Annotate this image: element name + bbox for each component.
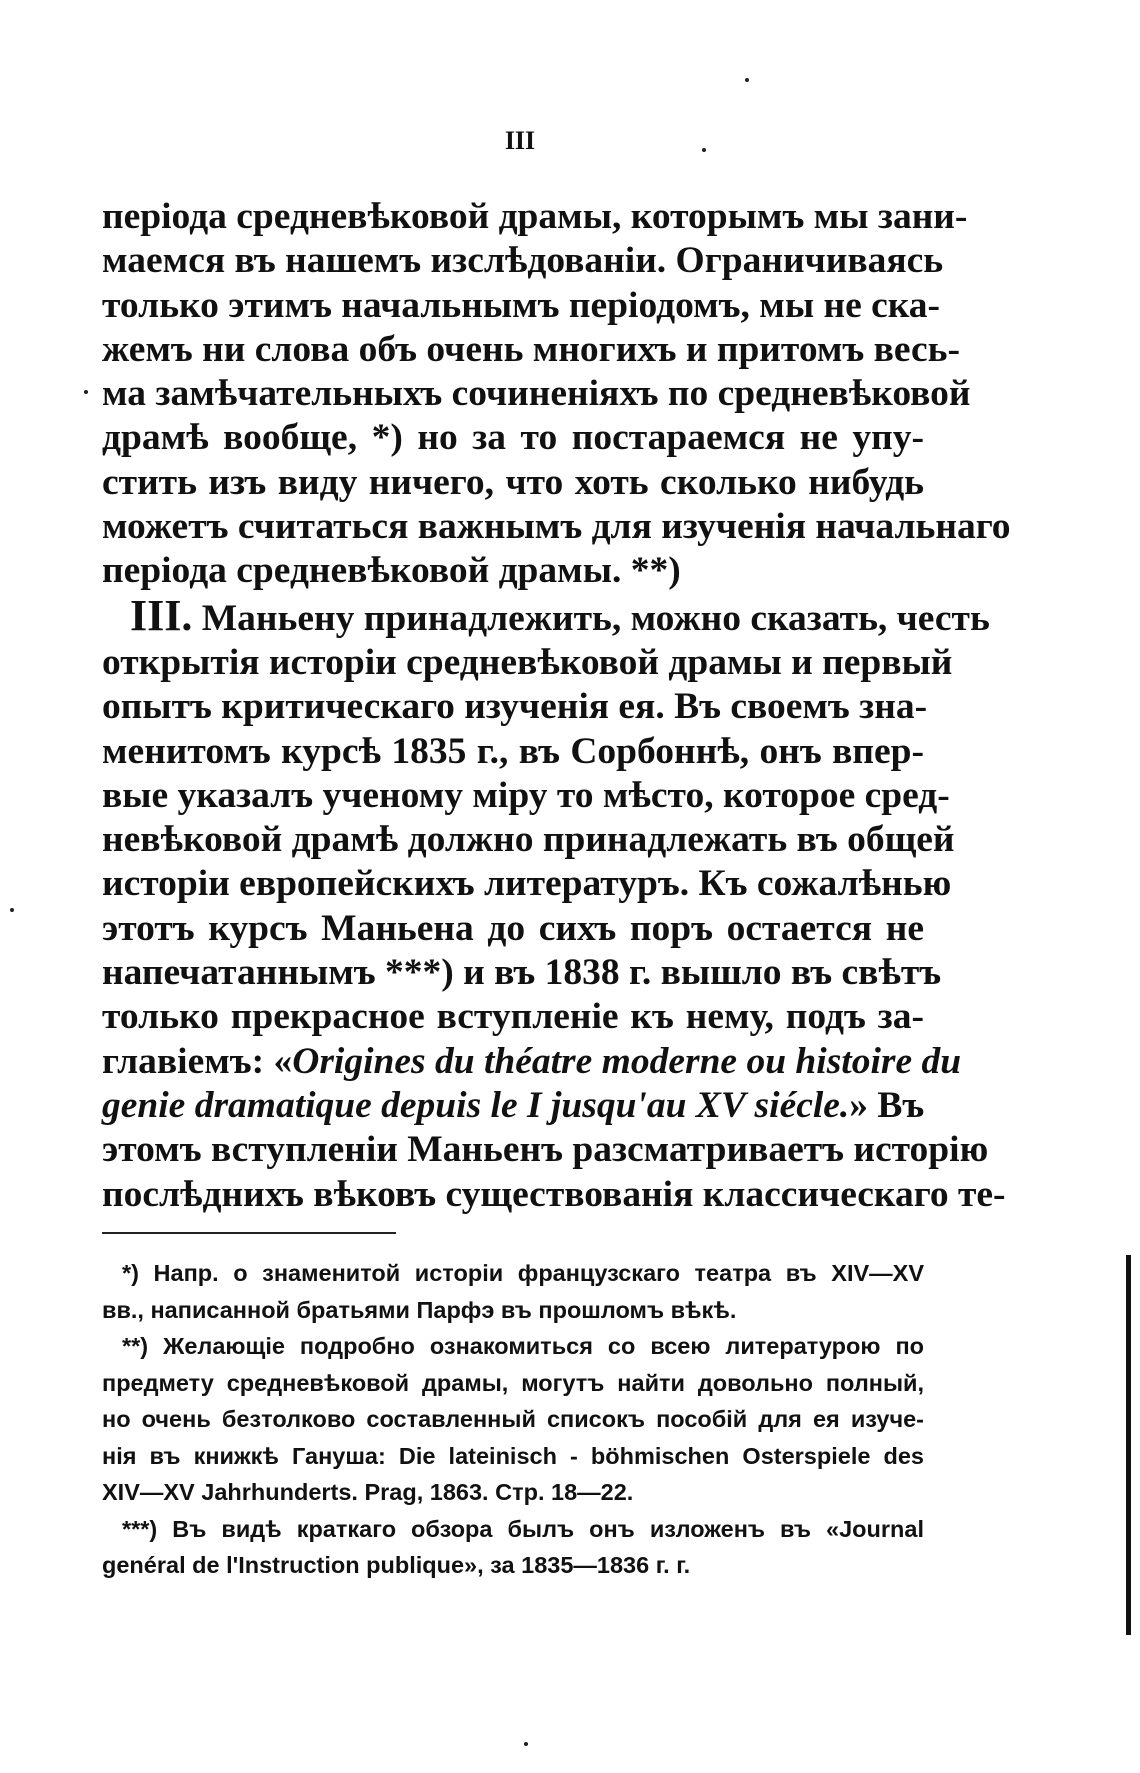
text-line: только прекрасное вступленіе къ нему, подъ за- <box>102 996 924 1038</box>
footnote-line: *) Напр. о знаменитой исторіи французскаго театра въ XIV—XV <box>122 1260 924 1286</box>
book-title-part-1: Origines du théatre moderne ou histoire du <box>292 1040 962 1082</box>
page-number: III <box>504 126 536 155</box>
section-first-line <box>102 590 990 641</box>
footnotes <box>102 1255 924 1584</box>
footnote-line: предмету средневѣковой драмы, могутъ найти довольно полный, <box>102 1369 924 1396</box>
section-number: III. <box>130 590 193 640</box>
footnote-line: **) Желающіе подробно ознакомиться со всею литературою по <box>122 1333 924 1359</box>
scan-speck <box>745 78 749 82</box>
text-line: жемъ ни слова объ очень многихъ и притомъ весь- <box>102 328 960 370</box>
text-line: вые указалъ ученому міру то мѣсто, которое сред- <box>102 774 950 816</box>
scan-edge-mark <box>1126 1255 1131 1635</box>
text-line: ма замѣчательныхъ сочиненіяхъ по средневѣковой <box>102 373 971 415</box>
book-title-part-2: genie dramatique depuis le I jusqu'au XV siécle. <box>102 1084 850 1126</box>
scan-speck <box>702 148 706 152</box>
title-prefix: главіемъ: « <box>102 1040 293 1082</box>
title-line-2 <box>102 1084 924 1128</box>
footnote-line: но очень безтолково составленный списокъ пособій для ея изуче- <box>102 1406 924 1432</box>
text-line: періода средневѣковой драмы, которымъ мы зани- <box>102 196 968 237</box>
footnote-line: вв., написанной братьями Парфэ въ прошломъ вѣкѣ. <box>102 1296 737 1323</box>
footnote-line: нія въ книжкѣ Гануша: Die lateinisch - böhmischen Osterspiele des <box>102 1442 924 1469</box>
text-line: періода средневѣковой драмы. **) <box>102 550 681 592</box>
section-first-line-text: Маньену принадлежить, можно сказать, честь <box>201 597 990 639</box>
footnote-line: genéral de l'Instruction publique», за 1835—1836 г. г. <box>102 1552 691 1578</box>
title-suffix: » Въ <box>849 1084 925 1126</box>
footnote-line: ***) Въ видѣ краткаго обзора былъ онъ изложенъ въ «Journal <box>122 1515 924 1542</box>
scan-speck <box>84 390 88 394</box>
text-line: напечатаннымъ ***) и въ 1838 г. вышло въ свѣтъ <box>102 952 942 994</box>
text-line: только этимъ начальнымъ періодомъ, мы не ска- <box>102 284 941 326</box>
text-line: открытія исторіи средневѣковой драмы и первый <box>102 641 953 683</box>
main-text <box>102 195 1011 1217</box>
text-line: маемся въ нашемъ изслѣдованіи. Ограничиваясь <box>102 240 944 282</box>
text-line: менитомъ курсѣ 1835 г., въ Сорбоннѣ, онъ впер- <box>102 730 924 772</box>
text-line: этомъ вступленіи Маньенъ разсматриваетъ исторію <box>102 1129 989 1171</box>
text-line: стить изъ виду ничего, что хоть сколько нибудь <box>102 461 924 503</box>
text-line: невѣковой драмѣ должно принадлежать въ общей <box>102 819 955 861</box>
text-line: этотъ курсъ Маньена до сихъ поръ остается не <box>102 907 924 949</box>
text-line: можетъ считаться важнымъ для изученія начальнаго <box>102 506 1011 548</box>
text-line: драмѣ вообще, *) но за то постараемся не упу- <box>102 417 924 459</box>
title-line-1 <box>102 1040 962 1084</box>
text-line: опытъ критическаго изученія ея. Въ своемъ зна- <box>102 686 928 728</box>
text-line: исторіи европейскихъ литературъ. Къ сожалѣнью <box>102 863 952 905</box>
scan-speck <box>10 908 14 912</box>
text-line: послѣднихъ вѣковъ существованія классическаго те- <box>102 1173 1006 1215</box>
scan-speck <box>524 1742 528 1746</box>
footnote-line: XIV—XV Jahrhunderts. Prag, 1863. Стр. 18—22. <box>102 1479 634 1505</box>
footnote-divider <box>102 1232 396 1234</box>
